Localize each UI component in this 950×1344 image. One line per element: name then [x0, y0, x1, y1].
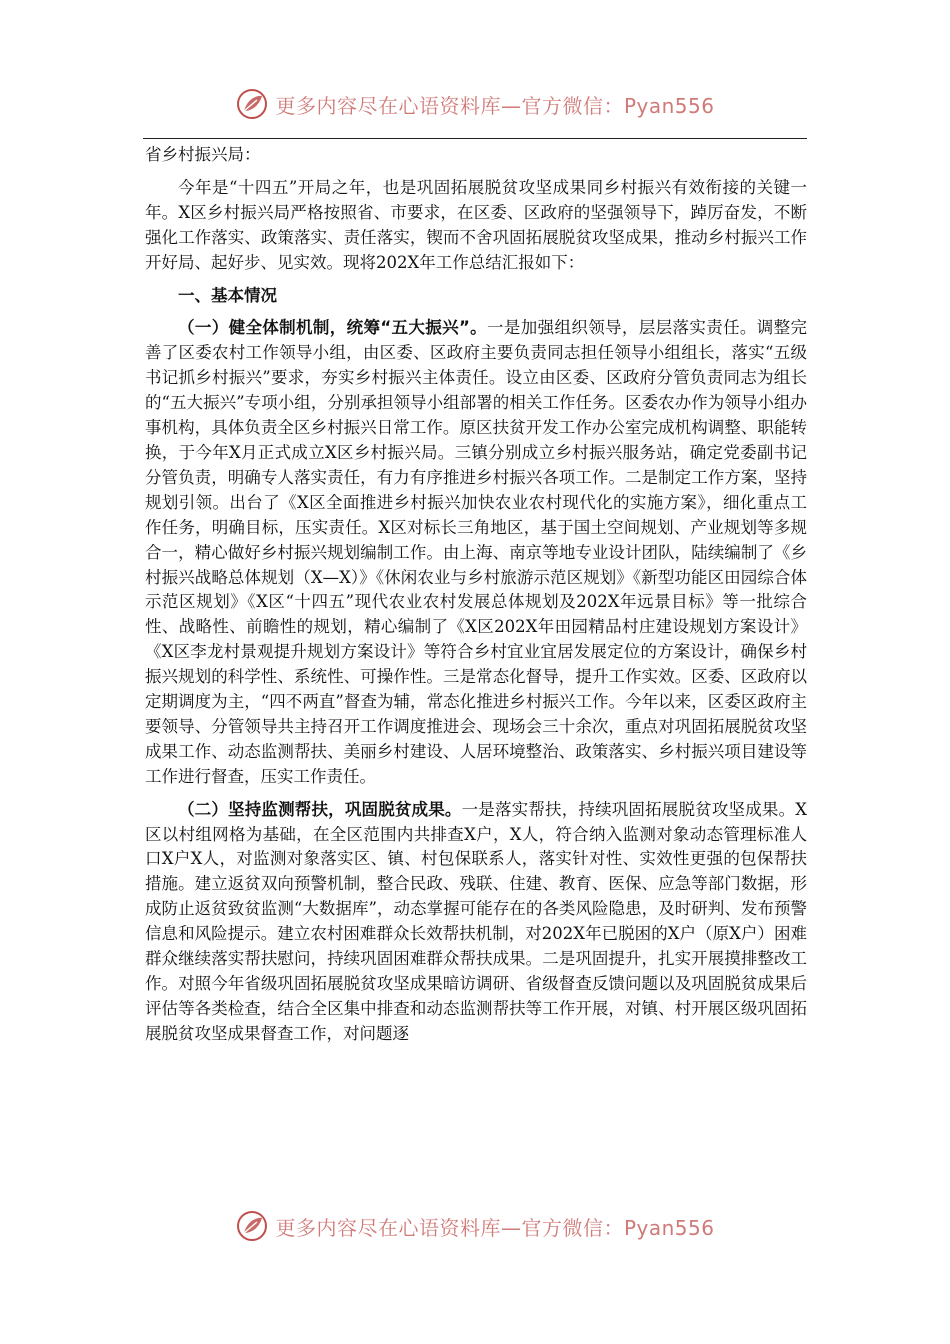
header-rule	[143, 138, 807, 139]
intro-paragraph: 今年是“十四五”开局之年，也是巩固拓展脱贫攻坚成果同乡村振兴有效衔接的关键一年。X区乡村振兴局严格按照省、市要求，在区委、区政府的坚强领导下，踔厉奋发，不断强化工作落实、政策落实、责任落实，锲而不舍巩固拓展脱贫攻坚成果，推动乡村振兴工作开好局、起好步、见实效。现将202X年工作总结汇报如下：	[145, 177, 807, 272]
header-banner	[0, 84, 950, 124]
salutation: 省乡村振兴局：	[145, 145, 261, 164]
paragraph-1-body: 一是加强组织领导，层层落实责任。调整完善了区委农村工作领导小组，由区委、区政府主要负责同志担任领导小组组长，落实“五级书记抓乡村振兴”要求，夯实乡村振兴主体责任。设立由区委、区政府分管负责同志为组长的“五大振兴”专项小组，分别承担领导小组部署的相关工作任务。区委农办作为领导小组办事机构，具体负责全区乡村振兴日常工作。原区扶贫开发工作办公室完成机构调整、职能转换，于今年X月正式成立X区乡村振兴局。三镇分别成立乡村振兴服务站，确定党委副书记分管负责，明确专人落实责任，有力有序推进乡村振兴各项工作。二是制定工作方案，坚持规划引领。出台了《X区全面推进乡村振兴加快农业农村现代化的实施方案》，细化重点工作任务，明确目标，压实责任。X区对标长三角地区，基于国土空间规划、产业规划等多规合一，精心做好乡村振兴规划编制工作。由上海、南京等地专业设计团队，陆续编制了《乡村振兴战略总体规划（X—X）》《休闲农业与乡村旅游示范区规划》《新型功能区田园综合体示范区规划》《X区“十四五”现代农业农村发展总体规划及202X年远景目标》等一批综合性、战略性、前瞻性的规划，精心编制了《X区202X年田园精品村庄建设规划方案设计》《X区李龙村景观提升规划方案设计》等符合乡村宜业宜居发展定位的方案设计，确保乡村振兴规划的科学性、系统性、可操作性。三是常态化督导，提升工作实效。区委、区政府以定期调度为主，“四不两直”督查为辅，常态化推进乡村振兴工作。今年以来，区委区政府主要领导、分管领导共主持召开工作调度推进会、现场会三十余次，重点对巩固拓展脱贫攻坚成果工作、动态监测帮扶、美丽乡村建设、人居环境整治、政策落实、乡村振兴项目建设等工作进行督查，压实工作责任。	[145, 318, 807, 786]
document-body	[145, 143, 807, 1047]
paragraph-2	[145, 798, 807, 1047]
footer-banner-text: 更多内容尽在心语资料库—官方微信：Pyan556	[275, 1215, 715, 1240]
paragraph-1	[145, 316, 807, 789]
section-heading: 一、基本情况	[178, 285, 277, 305]
paragraph-2-heading: （二）坚持监测帮扶，巩固脱贫成果。	[178, 799, 462, 819]
paragraph-1-heading: （一）健全体制机制，统筹“五大振兴”。	[178, 318, 488, 338]
paragraph-2-body: 一是落实帮扶，持续巩固拓展脱贫攻坚成果。X区以村组网格为基础，在全区范围内共排查X户，X人，符合纳入监测对象动态管理标准人口X户X人，对监测对象落实区、镇、村包保联系人，落实针对性、实效性更强的包保帮扶措施。建立返贫双向预警机制，整合民政、残联、住建、教育、医保、应急等部门数据，形成防止返贫致贫监测“大数据库”，动态掌握可能存在的各类风险隐患，及时研判、发布预警信息和风险提示。建立农村困难群众长效帮扶机制，对202X年已脱困的X户（原X户）困难群众继续落实帮扶慰问，持续巩固困难群众帮扶成果。二是巩固提升，扎实开展摸排整改工作。对照今年省级巩固拓展脱贫攻坚成果暗访调研、省级督查反馈问题以及巩固脱贫成果后评估等各类检查，结合全区集中排查和动态监测帮扶等工作开展，对镇、村开展区级巩固拓展脱贫攻坚成果督查工作，对问题逐	[145, 799, 808, 1043]
header-banner-text: 更多内容尽在心语资料库—官方微信：Pyan556	[275, 93, 715, 118]
leaf-logo-icon	[235, 87, 269, 121]
leaf-logo-icon	[235, 1209, 269, 1243]
footer-banner	[0, 1206, 950, 1246]
